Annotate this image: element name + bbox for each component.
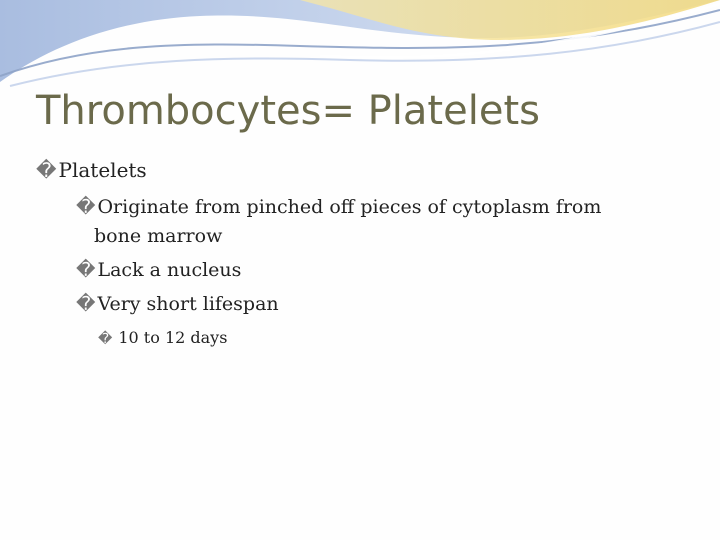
bullet-text: Very short lifespan bbox=[97, 293, 279, 315]
bullet-text: 10 to 12 days bbox=[118, 328, 228, 347]
bullet-glyph-icon: � bbox=[36, 158, 57, 182]
bullet-text: Originate from pinched off pieces of cytoplasm from bbox=[97, 196, 602, 218]
bullet-level2-originate bbox=[76, 196, 601, 218]
bullet-glyph-icon: � bbox=[76, 293, 96, 315]
bullet-text: bone marrow bbox=[94, 225, 223, 247]
bullet-text: Lack a nucleus bbox=[97, 259, 242, 281]
bullet-text: Platelets bbox=[58, 158, 147, 182]
bullet-glyph-icon: � bbox=[76, 259, 96, 281]
bullet-glyph-icon: � bbox=[98, 331, 113, 347]
bullet-level2-originate-continuation bbox=[94, 225, 222, 247]
bullet-level2-nucleus bbox=[76, 259, 241, 281]
bullet-glyph-icon: � bbox=[76, 196, 96, 218]
slide-title: Thrombocytes= Platelets bbox=[36, 88, 540, 134]
bullet-level2-lifespan bbox=[76, 293, 279, 315]
bullet-level3-days bbox=[98, 328, 227, 347]
bullet-level1-platelets bbox=[36, 158, 147, 182]
